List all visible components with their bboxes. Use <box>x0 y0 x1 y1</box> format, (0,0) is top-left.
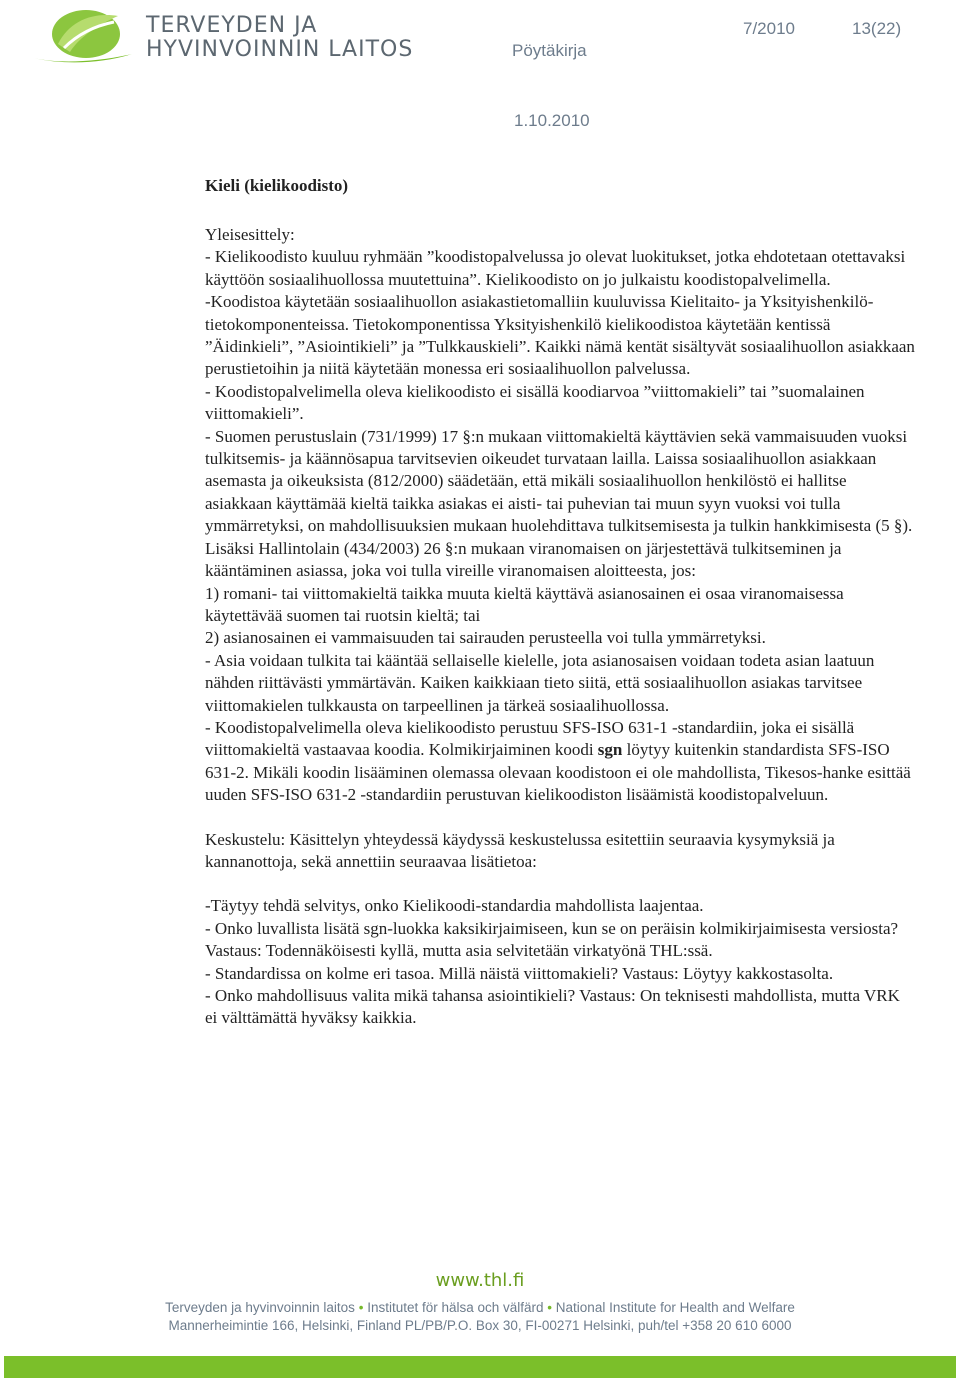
separator-dot: • <box>358 1300 364 1315</box>
section-heading: Kieli (kielikoodisto) <box>205 176 349 195</box>
iso-code-bold: sgn <box>597 740 623 760</box>
discussion-point: - Standardissa on kolme eri tasoa. Millä näistä viittomakieli? Vastaus: Löytyy kakkostasolta. <box>205 963 834 983</box>
footer-url[interactable]: www.thl.fi <box>435 1270 525 1291</box>
document-body <box>205 170 915 1030</box>
institute-name-sv: Institutet för hälsa och välfärd <box>367 1300 544 1315</box>
thl-leaf-logo-icon <box>28 4 138 66</box>
discussion-point: - Onko luvallista lisätä sgn-luokka kaksikirjaimiseen, kun se on peräisin kolmikirjaimisesta versiosta? Vastaus: Todennäköisesti kyllä, mutta asia selvitetään virkatyönä THL:ssä. <box>205 918 899 961</box>
footer-address: Mannerheimintie 166, Helsinki, Finland PL/PB/P.O. Box 30, FI-00271 Helsinki, puh/tel +358 20 610 6000 <box>168 1318 792 1333</box>
institute-name-en: National Institute for Health and Welfare <box>555 1300 795 1315</box>
paragraph: 1) romani- tai viittomakieltä taikka muuta kieltä käyttävä asianosainen ei osaa viranomaisessa käytettävää suomen tai ruotsin kieltä; tai <box>205 583 844 625</box>
document-number: 7/2010 <box>743 19 795 38</box>
institute-name-fi: Terveyden ja hyvinvoinnin laitos <box>165 1300 355 1315</box>
footer-institute-names <box>0 1300 960 1315</box>
footer-green-bar <box>4 1356 956 1378</box>
paragraph: -Koodistoa käytetään sosiaalihuollon asiakastietomalliin kuuluvissa Kielitaito- ja Yksityishenkilö-tietokomponenteissa. Tietokomponentissa Yksityishenkilö kielikoodistoa käytetään kentissä ”Äidinkieli”, ”Asiointikieli” ja ”Tulkkauskieli”. Kaikki nämä kentät sisältyvät sosiaalihuollon asiakkaan perustietoihin ja niitä käytetään monessa eri sosiaalihuollon palvelussa. <box>205 292 915 379</box>
org-name-line2: HYVINVOINNIN LAITOS <box>146 37 414 62</box>
discussion-point: - Onko mahdollisuus valita mikä tahansa asiointikieli? Vastaus: On teknisesti mahdollista, mutta VRK ei välttämättä hyväksy kaikkia. <box>205 986 900 1028</box>
paragraph: - Kielikoodisto kuuluu ryhmään ”koodistopalvelussa jo olevat luokitukset, jotka ehdotetaan otettavaksi käyttöön sosiaalihuollossa muutettuina”. Kielikoodisto on jo julkaistu koodistopalvelimella. <box>205 247 906 289</box>
document-date: 1.10.2010 <box>514 111 590 130</box>
paragraph: - Asia voidaan tulkita tai kääntää sellaiselle kielelle, jota asianosaisen voidaan todeta asian laatuun nähden riittävästi ymmärtävän. Kaiken kaikkiaan tieto siitä, että sosiaalihuollon asiakas tarvitsee viittomakielen tulkkausta on tarpeellinen ja tärkeä sosiaalihuollossa. <box>205 650 875 715</box>
iso-text-before: - Koodistopalvelimella oleva kielikoodisto perustuu SFS-ISO 631-1 -standardiin, joka ei sisällä viittomakieltä vastaavaa koodia. Kolmikirjaiminen koodi <box>205 717 855 760</box>
paragraph: - Suomen perustuslain (731/1999) 17 §:n mukaan viittomakieltä käyttävien sekä vammaisuuden vuoksi tulkitsemis- ja käännösapua tarvitsevien oikeudet turvataan lailla. Laissa sosiaalihuollon asiakkaan asemasta ja oikeuksista (812/2000) säädetään, että mikäli sosiaalihuollon henkilöstö ei hallitse asiakkaan käyttämää kieltä taikka asiakas ei aisti- tai puhevian tai muun syyn vuoksi voi tulla ymmärretyksi, on mahdollisuuksien mukaan huolehdittava tulkitsemisesta ja tulkin hankkimisesta (5 §). Lisäksi Hallintolain (434/2003) 26 §:n mukaan viranomaisen on järjestettävä tulkitseminen ja kääntäminen asiassa, joka voi tulla vireille viranomaisen aloitteesta, jos: <box>205 426 913 581</box>
page-header <box>0 0 960 140</box>
discussion-paragraph: Keskustelu: Käsittelyn yhteydessä käydyssä keskustelussa esitettiin seuraavia kysymyksiä ja kannanottoja, sekä annettiin seuraavaa lisätietoa: <box>205 829 835 871</box>
iso-text-after: löytyy kuitenkin standardista SFS-ISO 631-2. Mikäli koodin lisääminen olemassa olevaan koodistoon ei ole mahdollista, Tikesos-hanke esittää uuden SFS-ISO 631-2 -standardiin perustuvan kielikoodiston lisäämistä koodistopalveluun. <box>205 740 911 805</box>
iso-paragraph <box>205 717 915 807</box>
document-type: Pöytäkirja <box>512 41 587 60</box>
page-number: 13(22) <box>852 19 902 38</box>
paragraph: - Koodistopalvelimella oleva kielikoodisto ei sisällä koodiarvoa ”viittomakieli” tai ”suomalainen viittomakieli”. <box>205 381 865 424</box>
org-name-line1: TERVEYDEN JA <box>146 13 318 38</box>
discussion-point: -Täytyy tehdä selvitys, onko Kielikoodi-standardia mahdollista laajentaa. <box>205 896 704 916</box>
separator-dot: • <box>547 1300 553 1315</box>
thl-logo <box>28 4 414 66</box>
intro-label: Yleisesittely: <box>205 225 295 244</box>
paragraph: 2) asianosainen ei vammaisuuden tai sairauden perusteella voi tulla ymmärretyksi. <box>205 628 766 648</box>
